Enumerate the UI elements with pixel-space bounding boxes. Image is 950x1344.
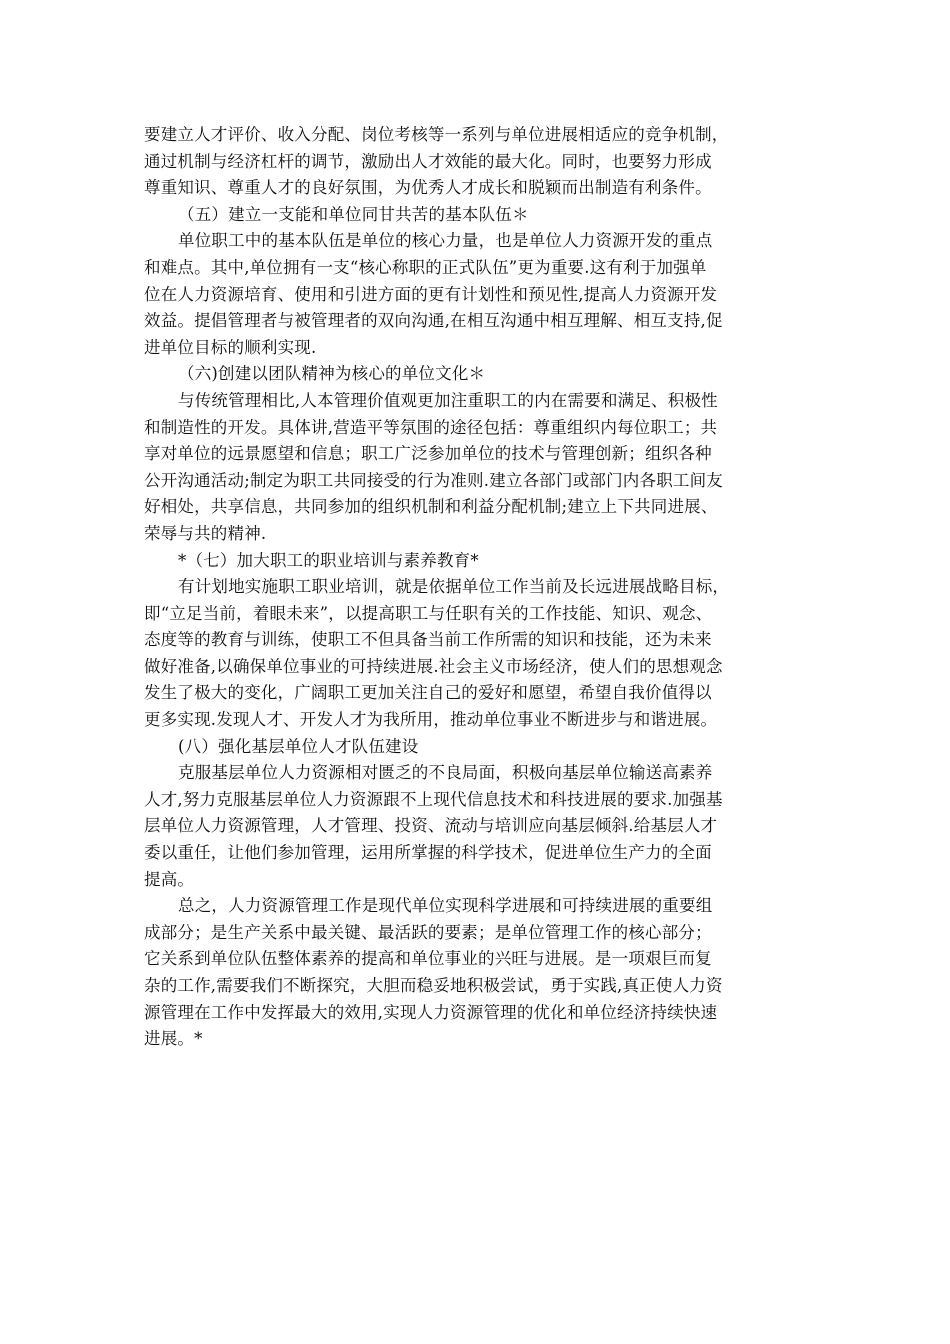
document-body: [144, 122, 812, 1053]
body-line: 单位职工中的基本队伍是单位的核心力量，也是单位人力资源开发的重点: [178, 231, 713, 251]
body-line: 与传统管理相比,人本管理价值观更加注重职工的内在需要和满足、积极性: [178, 390, 718, 410]
body-line: 和制造性的开发。具体讲,营造平等氛围的途径包括：尊重组织内每位职工；共: [144, 417, 718, 437]
body-line: 享对单位的远景愿望和信息；职工广泛参加单位的技术与管理创新；组织各种: [144, 444, 712, 464]
body-line: 发生了极大的变化，广阔职工更加关注自己的爱好和愿望，希望自我价值得以: [144, 683, 712, 703]
body-line: 做好准备,以确保单位事业的可持续进展.社会主义市场经济，使人们的思想观念: [144, 656, 723, 676]
body-line: 好相处，共享信息，共同参加的组织机制和利益分配机制;建立上下共同进展、: [144, 497, 718, 517]
section-heading-6: （六)创建以团队精神为核心的单位文化＊: [178, 364, 486, 384]
body-line: 通过机制与经济杠杆的调节，激励出人才效能的最大化。同时，也要努力形成: [144, 151, 712, 171]
body-line: 源管理在工作中发挥最大的效用,实现人力资源管理的优化和单位经济持续快速: [144, 1002, 718, 1022]
body-line: 效益。提倡管理者与被管理者的双向沟通,在相互沟通中相互理解、相互支持,促: [144, 311, 723, 331]
body-line: 层单位人力资源管理，人才管理、投资、流动与培训应向基层倾斜.给基层人才: [144, 816, 718, 836]
body-line: 即“立足当前，着眼未来”，以提高职工与任职有关的工作技能、知识、观念、: [144, 603, 713, 623]
body-line: 尊重知识、尊重人才的良好氛围，为优秀人才成长和脱颖而出制造有利条件。: [144, 178, 712, 198]
section-heading-5: （五）建立一支能和单位同甘共苦的基本队伍＊: [178, 204, 529, 224]
body-line: 杂的工作,需要我们不断探究，大胆而稳妥地积极尝试，勇于实践,真正使人力资: [144, 976, 723, 995]
body-line: 委以重任，让他们参加管理，运用所掌握的科学技术，促进单位生产力的全面: [144, 843, 712, 863]
section-heading-8: (八）强化基层单位人才队伍建设: [178, 736, 419, 756]
body-line: 成部分；是生产关系中最关键、最活跃的要素；是单位管理工作的核心部分；: [144, 922, 712, 942]
body-line: 位在人力资源培育、使用和引进方面的更有计划性和预见性,提高人力资源开发: [144, 284, 718, 304]
body-line: 有计划地实施职工职业培训，就是依据单位工作当前及长远进展战略目标，: [178, 577, 730, 597]
body-line: 克服基层单位人力资源相对匮乏的不良局面，积极向基层单位输送高素养: [178, 763, 713, 783]
body-line: 进展。*: [144, 1029, 203, 1049]
body-line: 和难点。其中,单位拥有一支“核心称职的正式队伍”更为重要.这有利于加强单: [144, 257, 707, 277]
body-line: 要建立人才评价、收入分配、岗位考核等一系列与单位进展相适应的竞争机制，: [144, 125, 729, 144]
body-line: 公开沟通活动;制定为职工共同接受的行为准则.建立各部门或部门内各职工间友: [144, 470, 724, 490]
body-line: 总之，人力资源管理工作是现代单位实现科学进展和可持续进展的重要组: [178, 896, 713, 916]
body-line: 提高。: [144, 869, 195, 889]
body-line: 态度等的教育与训练，使职工不但具备当前工作所需的知识和技能，还为未来: [144, 630, 712, 650]
body-line: 进单位目标的顺利实现.: [144, 337, 317, 357]
section-heading-7: *（七）加大职工的职业培训与素养教育*: [178, 550, 479, 570]
body-line: 人才,努力克服基层单位人力资源跟不上现代信息技术和科技进展的要求.加强基: [144, 789, 723, 809]
body-line: 更多实现.发现人才、开发人才为我所用，推动单位事业不断进步与和谐进展。: [144, 710, 718, 730]
body-line: 它关系到单位队伍整体素养的提高和单位事业的兴旺与进展。是一项艰巨而复: [144, 949, 712, 969]
body-line: 荣辱与共的精神.: [144, 523, 267, 543]
